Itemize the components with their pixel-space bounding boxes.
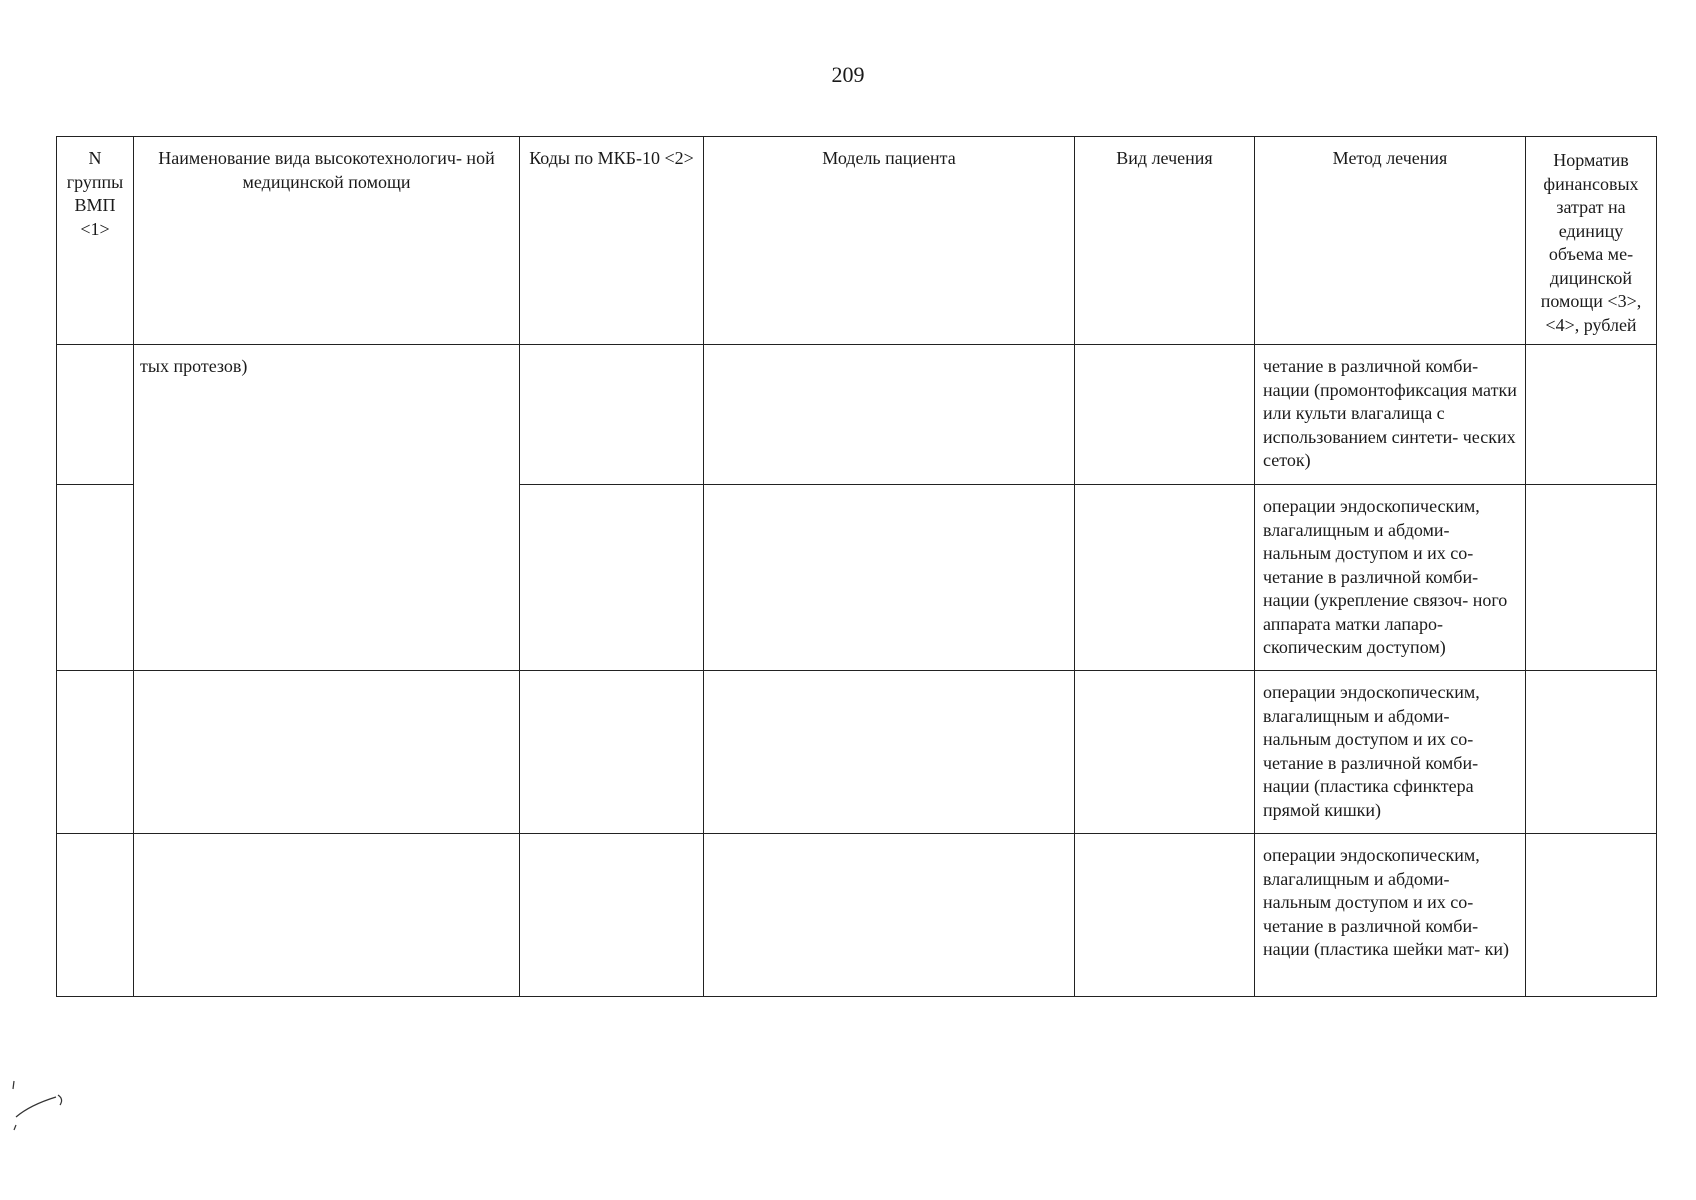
cell-icd10-codes — [520, 671, 704, 834]
cell-care-type-name — [134, 834, 520, 997]
cell-treatment-method: операции эндоскопическим, влагалищным и абдоми- нальным доступом и их со- четание в различной комби- нации (пластика сфинктера прямой кишки) — [1255, 671, 1526, 834]
pen-mark-scribble — [8, 1075, 68, 1145]
header-group-number: N группы ВМП <1> — [57, 137, 134, 345]
cell-cost-norm — [1526, 834, 1657, 997]
cell-treatment-type — [1075, 345, 1255, 485]
table-header-row — [57, 137, 1657, 345]
header-patient-model: Модель пациента — [704, 137, 1075, 345]
cell-treatment-type — [1075, 485, 1255, 671]
cell-cost-norm — [1526, 485, 1657, 671]
header-care-type-name: Наименование вида высокотехнологич- ной медицинской помощи — [134, 137, 520, 345]
cell-cost-norm — [1526, 345, 1657, 485]
cell-cost-norm — [1526, 671, 1657, 834]
cell-treatment-method: четание в различной комби- нации (промонтофиксация матки или культи влагалища с использованием синтети- ческих сеток) — [1255, 345, 1526, 485]
table-row — [57, 671, 1657, 834]
page-number: 209 — [831, 62, 865, 87]
header-cost-norm: Норматив финансовых затрат на единицу объема ме- дицинской помощи <3>, <4>, рублей — [1526, 137, 1657, 345]
cell-group-number — [57, 345, 134, 485]
header-treatment-method: Метод лечения — [1255, 137, 1526, 345]
cell-patient-model — [704, 345, 1075, 485]
cell-treatment-type — [1075, 671, 1255, 834]
cell-group-number — [57, 834, 134, 997]
header-treatment-type: Вид лечения — [1075, 137, 1255, 345]
vmp-table — [56, 136, 1657, 997]
cell-group-number — [57, 485, 134, 671]
cell-treatment-method: операции эндоскопическим, влагалищным и абдоми- нальным доступом и их со- четание в различной комби- нации (пластика шейки мат- ки) — [1255, 834, 1526, 997]
cell-patient-model — [704, 485, 1075, 671]
cell-treatment-type — [1075, 834, 1255, 997]
table-row — [57, 345, 1657, 485]
cell-patient-model — [704, 671, 1075, 834]
cell-patient-model — [704, 834, 1075, 997]
cell-care-type-name: тых протезов) — [134, 345, 520, 671]
header-icd10-codes: Коды по МКБ-10 <2> — [520, 137, 704, 345]
table-row — [57, 834, 1657, 997]
cell-icd10-codes — [520, 834, 704, 997]
cell-group-number — [57, 671, 134, 834]
cell-treatment-method: операции эндоскопическим, влагалищным и абдоми- нальным доступом и их со- четание в различной комби- нации (укрепление связоч- ного аппарата матки лапаро- скопическим доступом) — [1255, 485, 1526, 671]
cell-care-type-name — [134, 671, 520, 834]
cell-icd10-codes — [520, 485, 704, 671]
cell-icd10-codes — [520, 345, 704, 485]
